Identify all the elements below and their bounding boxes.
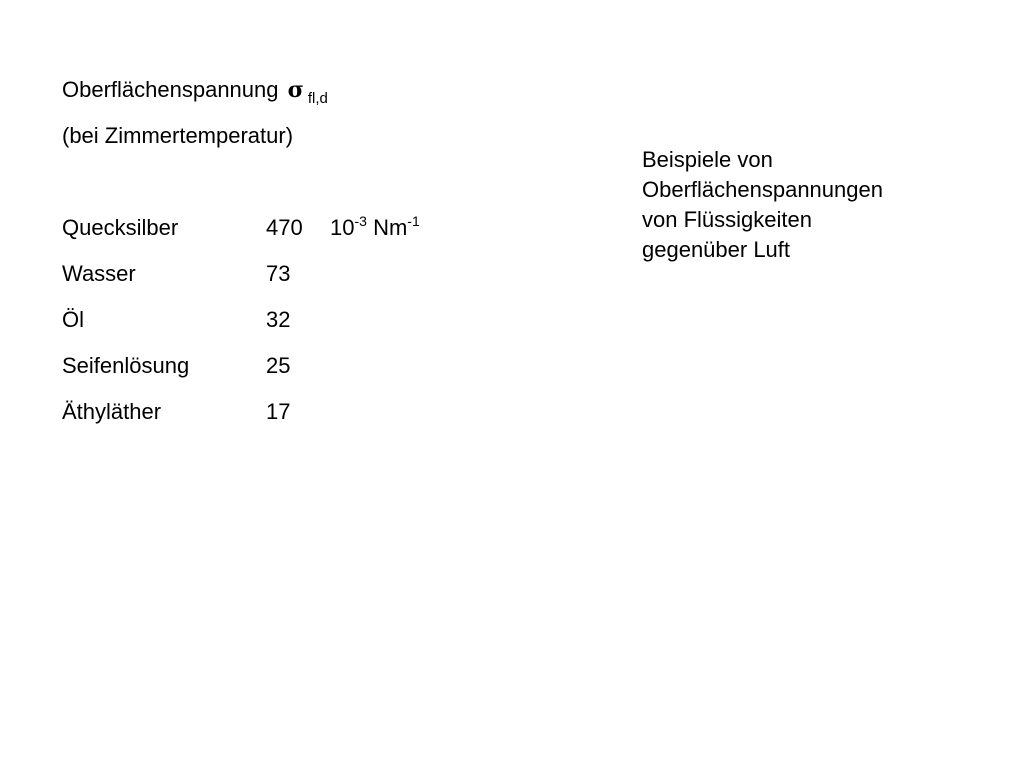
title-text: Oberflächenspannung xyxy=(62,77,279,102)
side-note-line: Beispiele von xyxy=(642,147,773,172)
liquid-name: Quecksilber xyxy=(62,215,179,240)
unit-exponent: -3 xyxy=(354,213,367,229)
tension-value: 73 xyxy=(266,261,291,286)
liquid-name: Äthyläther xyxy=(62,399,162,424)
subtitle: (bei Zimmertemperatur) xyxy=(62,123,294,148)
side-note xyxy=(642,145,883,265)
sigma-symbol: σ xyxy=(287,77,304,103)
tension-value: 470 xyxy=(266,215,303,240)
unit-rest-exponent: -1 xyxy=(407,213,420,229)
unit-base: 10 xyxy=(330,215,355,240)
page-title xyxy=(62,76,328,107)
liquid-name: Seifenlösung xyxy=(62,353,190,378)
tension-value: 17 xyxy=(266,399,291,424)
unit-rest: Nm xyxy=(373,215,408,240)
tension-value: 25 xyxy=(266,353,291,378)
side-note-line: gegenüber Luft xyxy=(642,237,791,262)
sigma-subscript: fl,d xyxy=(307,90,328,107)
side-note-line: Oberflächenspannungen xyxy=(642,177,883,202)
liquid-name: Öl xyxy=(62,307,84,332)
tension-value: 32 xyxy=(266,307,291,332)
liquid-name: Wasser xyxy=(62,261,136,286)
side-note-line: von Flüssigkeiten xyxy=(642,207,812,232)
unit-label xyxy=(330,214,420,244)
